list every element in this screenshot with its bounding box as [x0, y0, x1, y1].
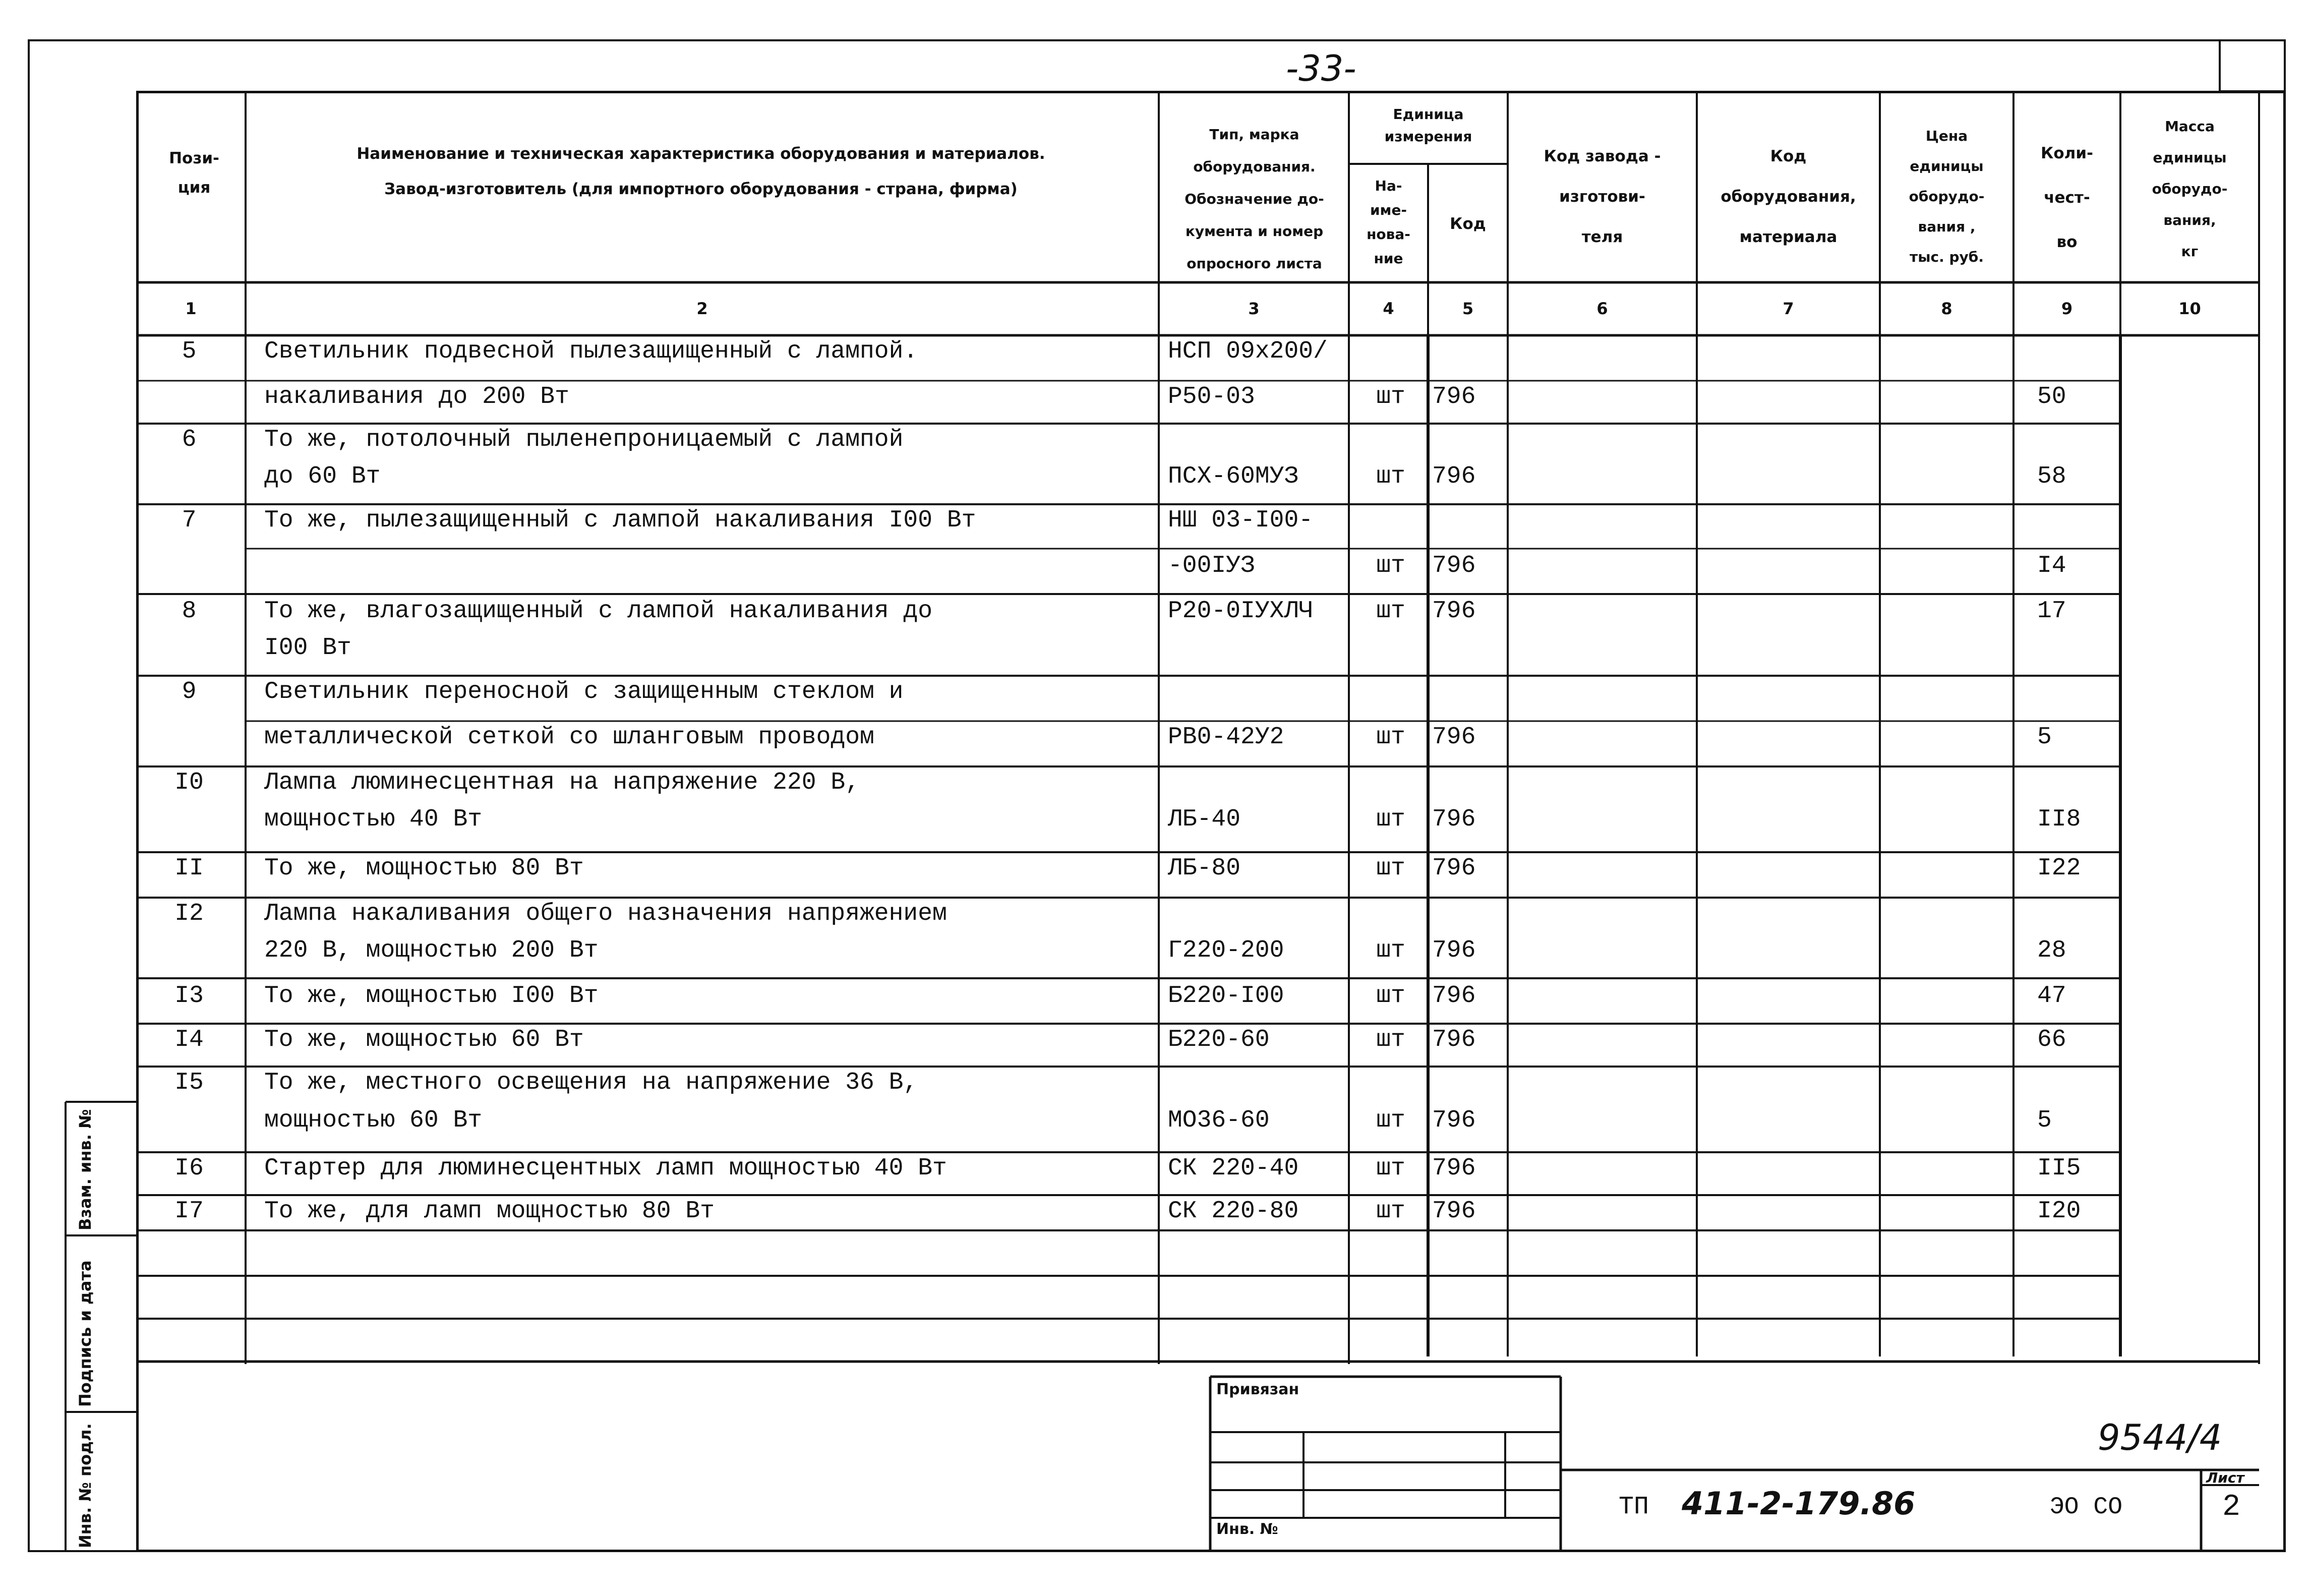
- column-number-10: 10: [2178, 299, 2201, 318]
- header-col8-line: Цена: [1925, 128, 1968, 144]
- column-number-3: 3: [1248, 299, 1260, 318]
- cell-qty: 50: [2037, 383, 2066, 410]
- header-col8-line: оборудо-: [1909, 188, 1985, 205]
- cell-name: мощностью 40 Вт: [264, 806, 483, 833]
- header-col9-line: во: [2056, 233, 2078, 251]
- cell-pos: 9: [182, 678, 197, 705]
- cell-qty: II5: [2037, 1155, 2081, 1182]
- header-col4-line: име-: [1370, 202, 1407, 218]
- header-col3-line: Тип, марка: [1209, 126, 1299, 143]
- header-unit-group: [1349, 103, 1508, 148]
- cell-type: Р20-0IУХЛЧ: [1168, 598, 1314, 625]
- doc-prefix: ТП: [1619, 1493, 1649, 1521]
- cell-type: ЛБ-80: [1168, 855, 1241, 882]
- cell-code: 796: [1432, 383, 1476, 410]
- header-col10-line: кг: [2181, 243, 2199, 260]
- header-col7: [1697, 136, 1880, 257]
- cell-unit: шт: [1376, 937, 1405, 964]
- cell-code: 796: [1432, 855, 1476, 882]
- cell-name: То же, мощностью 80 Вт: [264, 855, 584, 882]
- header-col6: [1508, 136, 1697, 257]
- side-label-podpis: Подпись и дата: [76, 1260, 95, 1407]
- stamp-privyazan: Привязан: [1216, 1381, 1299, 1398]
- sheet-label: Лист: [2206, 1469, 2244, 1486]
- cell-pos: I7: [174, 1198, 204, 1225]
- cell-type: НСП 09х200/: [1168, 338, 1328, 365]
- header-col6-line: изготови-: [1559, 188, 1645, 206]
- cell-name: мощностью 60 Вт: [264, 1107, 483, 1134]
- header-col10-line: единицы: [2153, 149, 2227, 166]
- column-number-2: 2: [696, 299, 708, 318]
- cell-unit: шт: [1376, 552, 1405, 579]
- header-col3-line: оборудования.: [1193, 158, 1316, 175]
- cell-name: Лампа люминесцентная на напряжение 220 В,: [264, 769, 860, 796]
- cell-unit: шт: [1376, 855, 1405, 882]
- header-col1: [151, 144, 237, 202]
- cell-name: накаливания до 200 Вт: [264, 383, 569, 410]
- cell-name: То же, влагозащищенный с лампой накаливания до: [264, 598, 933, 625]
- cell-unit: шт: [1376, 383, 1405, 410]
- cell-pos: 7: [182, 507, 197, 534]
- cell-type: ЛБ-40: [1168, 806, 1241, 833]
- column-number-4: 4: [1383, 299, 1394, 318]
- header-col9-line: Коли-: [2041, 144, 2093, 162]
- cell-type: РВ0-42У2: [1168, 724, 1284, 751]
- cell-unit: шт: [1376, 982, 1405, 1010]
- doc-code: 411-2-179.86: [1682, 1485, 1916, 1522]
- cell-code: 796: [1432, 1198, 1476, 1225]
- cell-pos: I0: [174, 769, 204, 796]
- cell-type: Р50-03: [1168, 383, 1255, 410]
- header-col6-line: Код завода -: [1544, 147, 1661, 165]
- header-col9-line: чест-: [2044, 189, 2090, 207]
- cell-code: 796: [1432, 552, 1476, 579]
- side-label-vzam: Взам. инв. №: [76, 1109, 95, 1230]
- cell-pos: I3: [174, 982, 204, 1010]
- cell-qty: I4: [2037, 552, 2066, 579]
- header-col2: [252, 136, 1150, 207]
- cell-name: до 60 Вт: [264, 463, 381, 490]
- cell-pos: 8: [182, 598, 197, 625]
- cell-code: 796: [1432, 1155, 1476, 1182]
- cell-pos: I4: [174, 1026, 204, 1053]
- header-col8-line: вания ,: [1918, 218, 1976, 235]
- cell-name: I00 Вт: [264, 634, 351, 662]
- header-col7-line: Код: [1770, 147, 1807, 165]
- cell-pos: I2: [174, 900, 204, 927]
- cell-code: 796: [1432, 463, 1476, 490]
- header-col7-line: оборудования,: [1721, 188, 1856, 206]
- header-col4: [1349, 174, 1428, 271]
- cell-type: Б220-I00: [1168, 982, 1284, 1010]
- header-col4-line: нова-: [1367, 226, 1410, 243]
- cell-code: 796: [1432, 598, 1476, 625]
- cell-qty: 17: [2037, 598, 2066, 625]
- sheet-number: 2: [2222, 1490, 2240, 1524]
- cell-type: ПСХ-60МУЗ: [1168, 463, 1299, 490]
- cell-unit: шт: [1376, 724, 1405, 751]
- header-col2-line: Наименование и техническая характеристика оборудования и материалов.: [357, 145, 1045, 163]
- cell-name: То же, мощностью 60 Вт: [264, 1026, 584, 1053]
- stamp-inv-no: Инв. №: [1216, 1520, 1278, 1538]
- header-col3-line: опросного листа: [1187, 255, 1322, 272]
- header-col6-line: теля: [1581, 228, 1623, 246]
- header-col8-line: тыс. руб.: [1909, 249, 1984, 265]
- cell-unit: шт: [1376, 463, 1405, 490]
- cell-unit: шт: [1376, 1026, 1405, 1053]
- cell-code: 796: [1432, 1107, 1476, 1134]
- header-col2-line: Завод-изготовитель (для импортного оборудования - страна, фирма): [384, 180, 1018, 198]
- cell-qty: I20: [2037, 1198, 2081, 1225]
- cell-pos: II: [174, 855, 204, 882]
- cell-name: То же, потолочный пыленепроницаемый с лампой: [264, 426, 904, 453]
- cell-name: То же, мощностью I00 Вт: [264, 982, 599, 1010]
- cell-code: 796: [1432, 1026, 1476, 1053]
- header-col8: [1880, 121, 2013, 272]
- cell-name: Светильник подвесной пылезащищенный с лампой.: [264, 338, 918, 365]
- cell-unit: шт: [1376, 1155, 1405, 1182]
- cell-type: Г220-200: [1168, 937, 1284, 964]
- cell-pos: I6: [174, 1155, 204, 1182]
- cell-unit: шт: [1376, 1107, 1405, 1134]
- column-number-9: 9: [2061, 299, 2073, 318]
- column-number-8: 8: [1941, 299, 1952, 318]
- cell-name: То же, для ламп мощностью 80 Вт: [264, 1198, 715, 1225]
- doc-mark: ЭО СО: [2050, 1494, 2123, 1521]
- column-number-1: 1: [185, 299, 197, 318]
- side-label-inv: Инв. № подл.: [76, 1423, 95, 1548]
- cell-type: СК 220-40: [1168, 1155, 1299, 1182]
- cell-qty: 5: [2037, 1107, 2052, 1134]
- cell-code: 796: [1432, 982, 1476, 1010]
- cell-pos: I5: [174, 1069, 204, 1096]
- header-col3-line: Обозначение до-: [1184, 191, 1324, 207]
- cell-name: Светильник переносной с защищенным стеклом и: [264, 678, 904, 705]
- cell-qty: II8: [2037, 806, 2081, 833]
- cell-qty: 5: [2037, 724, 2052, 751]
- cell-name: Лампа накаливания общего назначения напряжением: [264, 900, 947, 927]
- header-col10-line: Масса: [2165, 118, 2215, 135]
- header-col1-line: Пози-: [169, 149, 219, 167]
- cell-qty: 66: [2037, 1026, 2066, 1053]
- header-col3: [1160, 119, 1349, 280]
- column-number-6: 6: [1596, 299, 1608, 318]
- header-unit-line: Единица: [1393, 106, 1464, 123]
- cell-qty: 47: [2037, 982, 2066, 1010]
- cell-qty: 28: [2037, 937, 2066, 964]
- column-number-7: 7: [1783, 299, 1794, 318]
- cell-type: -00IУЗ: [1168, 552, 1255, 579]
- cell-unit: шт: [1376, 598, 1405, 625]
- cell-type: Б220-60: [1168, 1026, 1270, 1053]
- header-col1-line: ция: [177, 179, 211, 197]
- cell-type: МО36-60: [1168, 1107, 1270, 1134]
- cell-code: 796: [1432, 724, 1476, 751]
- cell-qty: 58: [2037, 463, 2066, 490]
- cell-unit: шт: [1376, 1198, 1405, 1225]
- header-col10: [2120, 111, 2259, 267]
- cell-type: НШ 03-I00-: [1168, 507, 1314, 534]
- cell-name: Стартер для люминесцентных ламп мощностью 40 Вт: [264, 1155, 947, 1182]
- header-col8-line: единицы: [1910, 158, 1984, 174]
- cell-pos: 5: [182, 338, 197, 365]
- header-col5: Код: [1450, 215, 1486, 233]
- header-col10-line: вания,: [2163, 212, 2216, 228]
- header-col10-line: оборудо-: [2152, 181, 2228, 197]
- cell-name: То же, пылезащищенный с лампой накаливания I00 Вт: [264, 507, 976, 534]
- cell-name: 220 В, мощностью 200 Вт: [264, 937, 599, 964]
- cell-type: СК 220-80: [1168, 1198, 1299, 1225]
- cell-unit: шт: [1376, 806, 1405, 833]
- cell-code: 796: [1432, 937, 1476, 964]
- handwritten-number: 9544/4: [2098, 1417, 2222, 1458]
- cell-name: металлической сеткой со шланговым проводом: [264, 724, 874, 751]
- header-col7-line: материала: [1739, 228, 1838, 246]
- header-col9: [2013, 131, 2120, 264]
- header-col4-line: На-: [1375, 178, 1402, 194]
- column-number-5: 5: [1462, 299, 1474, 318]
- page-number: -33-: [1286, 48, 1356, 89]
- cell-qty: I22: [2037, 855, 2081, 882]
- header-unit-line: измерения: [1384, 128, 1472, 145]
- cell-pos: 6: [182, 426, 197, 453]
- header-col4-line: ние: [1374, 250, 1403, 267]
- header-col3-line: кумента и номер: [1185, 223, 1324, 240]
- cell-code: 796: [1432, 806, 1476, 833]
- cell-name: То же, местного освещения на напряжение 36 В,: [264, 1069, 918, 1096]
